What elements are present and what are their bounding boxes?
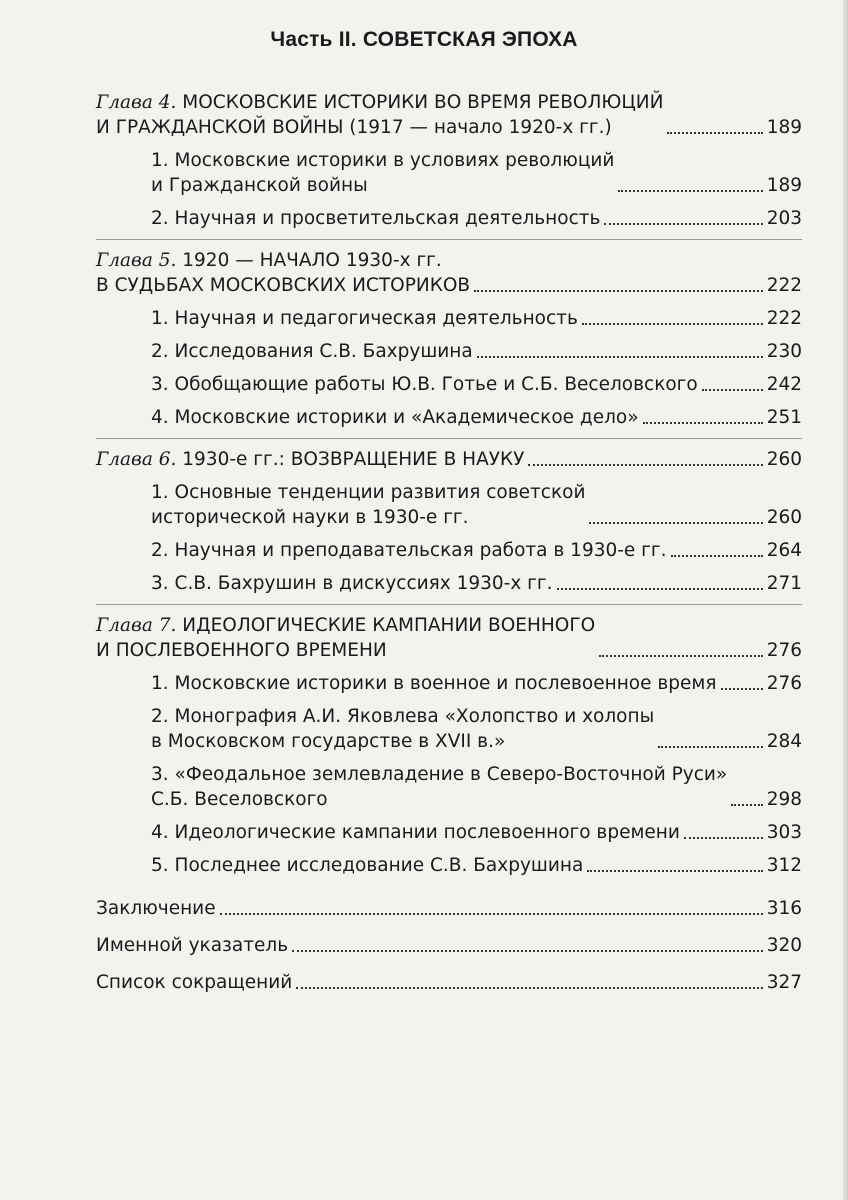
section-entry[interactable] [96,762,802,812]
back-matter-entry[interactable] [96,896,802,921]
chapter-7 [96,613,802,878]
entry-title: Список сокращений [96,972,293,993]
page-number: 189 [766,175,802,196]
section-entry[interactable] [96,571,802,596]
section-title: 1. Московские историки в условиях революций и Гражданской войны [151,150,615,196]
dot-leader [702,389,763,391]
chapter-title: ИДЕОЛОГИЧЕСКИЕ КАМПАНИИ ВОЕННОГО И ПОСЛЕВОЕННОГО ВРЕМЕНИ [96,615,596,661]
dot-leader [292,950,763,952]
chapter-heading[interactable] [96,90,802,140]
dot-leader [474,290,763,292]
dot-leader [296,987,762,989]
dot-leader [671,555,763,557]
section-entry[interactable] [96,671,802,696]
page-number: 320 [766,935,802,956]
section-title: 1. Московские историки в военное и послевоенное время [151,673,717,694]
section-title: 1. Основные тенденции развития советской исторической науки в 1930-е гг. [151,482,586,528]
entry-title: Именной указатель [96,935,289,956]
section-title: 1. Научная и педагогическая деятельность [151,308,578,329]
dot-leader [587,870,762,872]
section-entry[interactable] [96,853,802,878]
page-number: 312 [766,855,802,876]
section-entry[interactable] [96,704,802,754]
section-entry[interactable] [96,372,802,397]
section-title: 5. Последнее исследование С.В. Бахрушина [151,855,584,876]
dot-leader [684,837,763,839]
page-number: 303 [766,822,802,843]
dot-leader [220,913,763,915]
dot-leader [658,746,762,748]
page-number: 284 [766,731,802,752]
dot-leader [643,422,763,424]
chapter-title: 1920 — НАЧАЛО 1930-х гг. В СУДЬБАХ МОСКОВСКИХ ИСТОРИКОВ [96,250,471,296]
section-title: 2. Монография А.И. Яковлева «Холопство и холопы в Московском государстве в XVII в.» [151,706,655,752]
dot-leader [589,522,762,524]
section-title: 3. С.В. Бахрушин в дискуссиях 1930-х гг. [151,573,553,594]
page-number: 276 [766,673,802,694]
dot-leader [618,190,762,192]
section-title: 4. Московские историки и «Академическое дело» [151,407,639,428]
page-number: 189 [766,117,802,138]
section-entry[interactable] [96,148,802,198]
section-title: 3. Обобщающие работы Ю.В. Готье и С.Б. Веселовского [151,374,698,395]
dot-leader [528,464,762,466]
chapter-title: 1930-е гг.: ВОЗВРАЩЕНИЕ В НАУКУ [176,449,525,470]
page-number: 260 [766,449,802,470]
dot-leader [667,132,762,134]
section-entry[interactable] [96,820,802,845]
section-title: 4. Идеологические кампании послевоенного времени [151,822,680,843]
section-entry[interactable] [96,339,802,364]
chapter-prefix: Глава 7. [96,615,177,636]
table-of-contents [96,90,802,886]
page-number: 271 [766,573,802,594]
page-number: 327 [766,972,802,993]
divider [96,239,802,240]
section-title: 2. Научная и просветительская деятельность [151,208,601,229]
section-entry[interactable] [96,306,802,331]
page-number: 222 [766,275,802,296]
section-title: 3. «Феодальное землевладение в Северо-Восточной Руси» С.Б. Веселовского [151,764,728,810]
chapter-prefix: Глава 5. [96,250,177,271]
chapter-heading[interactable] [96,613,802,663]
section-title: 2. Научная и преподавательская работа в 1930-е гг. [151,540,667,561]
page-number: 264 [766,540,802,561]
section-entry[interactable] [96,538,802,563]
page-number: 251 [766,407,802,428]
dot-leader [604,223,762,225]
entry-title: Заключение [96,898,216,919]
section-entry[interactable] [96,480,802,530]
dot-leader [557,588,763,590]
page-number: 222 [766,308,802,329]
chapter-5 [96,248,802,430]
divider [96,604,802,605]
page-number: 316 [766,898,802,919]
page-number: 242 [766,374,802,395]
chapter-prefix: Глава 4. [96,92,177,113]
chapter-title: МОСКОВСКИЕ ИСТОРИКИ ВО ВРЕМЯ РЕВОЛЮЦИЙ И ГРАЖДАНСКОЙ ВОЙНЫ (1917 — начало 1920-х гг.) [96,92,664,138]
dot-leader [731,804,762,806]
page-number: 203 [766,208,802,229]
dot-leader [599,655,762,657]
page-edge-shadow [843,0,848,1200]
divider [96,438,802,439]
back-matter-entry[interactable] [96,933,802,958]
part-title: Часть II. СОВЕТСКАЯ ЭПОХА [270,28,578,51]
page-number: 276 [766,640,802,661]
section-entry[interactable] [96,206,802,231]
chapter-4 [96,90,802,231]
section-entry[interactable] [96,405,802,430]
page-number: 230 [766,341,802,362]
page-number: 298 [766,789,802,810]
page-number: 260 [766,507,802,528]
section-title: 2. Исследования С.В. Бахрушина [151,341,473,362]
chapter-6 [96,447,802,596]
dot-leader [721,688,763,690]
chapter-prefix: Глава 6. [96,449,177,470]
back-matter [96,896,802,1007]
back-matter-entry[interactable] [96,970,802,995]
chapter-heading[interactable] [96,248,802,298]
chapter-heading[interactable] [96,447,802,472]
dot-leader [582,323,763,325]
dot-leader [477,356,763,358]
